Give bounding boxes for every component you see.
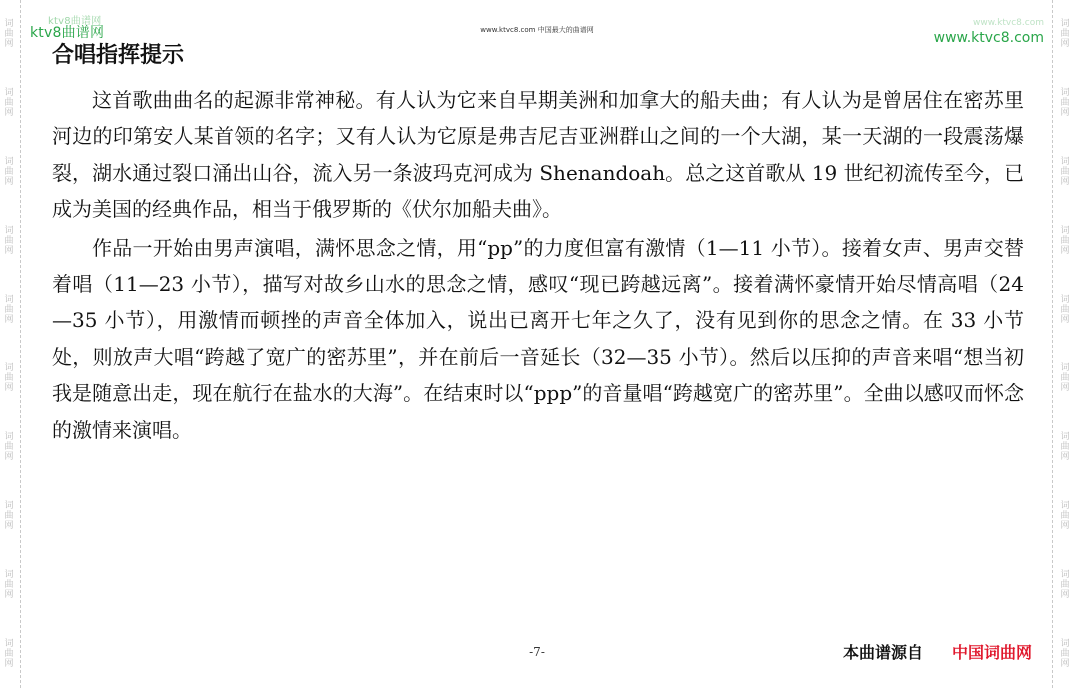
margin-glyph: 词	[1060, 500, 1070, 511]
margin-glyph: 词	[1060, 569, 1070, 580]
margin-glyph: 网	[4, 176, 14, 187]
margin-glyph: 词	[4, 156, 14, 167]
margin-glyph: 曲	[1060, 510, 1070, 521]
margin-glyph: 网	[4, 383, 14, 394]
margin-glyph: 词	[1060, 363, 1070, 374]
margin-glyph: 网	[1060, 658, 1070, 669]
margin-glyph: 网	[4, 108, 14, 119]
paragraph-2: 作品一开始由男声演唱，满怀思念之情，用“pp”的力度但富有激情（1—11 小节）。接着女声、男声交替着唱（11—23 小节），描写对故乡山水的思念之情，感叹“现已跨越远离”。接着满怀豪情开始尽情高唱（24—35 小节），用激情而顿挫的声音全体加入，说出已离开七年之久了，没有见到你的思念之情。在 33 小节处，则放声大唱“跨越了宽广的密苏里”，并在前后一音延长（32—35 小节）。然后以压抑的声音来唱“想当初我是随意出走，现在航行在盐水的大海”。在结束时以“ppp”的音量唱“跨越宽广的密苏里”。全曲以感叹而怀念的激情来演唱。	[52, 235, 1024, 442]
margin-glyph: 曲	[1060, 98, 1070, 109]
margin-glyph: 曲	[1060, 29, 1070, 40]
margin-glyph: 词	[1060, 19, 1070, 30]
margin-glyph: 曲	[1060, 648, 1070, 659]
watermark-right-ghost: www.ktvc8.com	[973, 18, 1044, 28]
margin-glyph: 曲	[4, 510, 14, 521]
margin-glyph: 词	[4, 19, 14, 30]
margin-glyph: 曲	[4, 235, 14, 246]
right-guide-line	[1052, 0, 1053, 688]
margin-glyph: 网	[1060, 176, 1070, 187]
margin-glyph: 词	[1060, 88, 1070, 99]
margin-glyph: 曲	[4, 304, 14, 315]
margin-glyph: 词	[1060, 156, 1070, 167]
margin-glyph: 词	[1060, 294, 1070, 305]
margin-glyph: 网	[4, 314, 14, 325]
watermark-right-text: www.ktvc8.com	[933, 30, 1044, 46]
margin-glyph: 曲	[1060, 442, 1070, 453]
margin-glyph: 曲	[4, 579, 14, 590]
margin-glyph: 网	[4, 520, 14, 531]
page-number: -7-	[529, 645, 545, 659]
margin-glyph: 词	[1060, 225, 1070, 236]
right-margin-watermark	[1058, 0, 1072, 688]
margin-glyph: 网	[4, 39, 14, 50]
margin-glyph: 词	[1060, 432, 1070, 443]
body-text	[52, 82, 1024, 448]
margin-glyph: 词	[4, 88, 14, 99]
watermark-center: www.ktvc8.com 中国最大的曲谱网	[480, 26, 594, 34]
margin-glyph: 网	[4, 589, 14, 600]
left-guide-line	[20, 0, 21, 688]
margin-glyph: 网	[1060, 245, 1070, 256]
margin-glyph: 词	[4, 638, 14, 649]
margin-glyph: 曲	[4, 442, 14, 453]
margin-glyph: 网	[1060, 108, 1070, 119]
margin-glyph: 词	[4, 432, 14, 443]
margin-glyph: 网	[1060, 39, 1070, 50]
margin-glyph: 网	[4, 452, 14, 463]
margin-glyph: 网	[1060, 452, 1070, 463]
margin-glyph: 曲	[4, 373, 14, 384]
margin-glyph: 曲	[1060, 304, 1070, 315]
watermark-right	[933, 18, 1044, 46]
watermark-left-ghost: ktv8曲谱网	[48, 16, 102, 27]
margin-glyph: 词	[4, 363, 14, 374]
margin-glyph: 曲	[1060, 373, 1070, 384]
margin-glyph: 网	[4, 245, 14, 256]
left-margin-watermark	[2, 0, 16, 688]
source-label: 本曲谱源自	[843, 643, 924, 662]
margin-glyph: 词	[4, 225, 14, 236]
margin-glyph: 曲	[4, 648, 14, 659]
page-title: 合唱指挥提示	[52, 43, 185, 68]
margin-glyph: 曲	[4, 29, 14, 40]
margin-glyph: 曲	[1060, 166, 1070, 177]
margin-glyph: 网	[4, 658, 14, 669]
margin-glyph: 网	[1060, 383, 1070, 394]
margin-glyph: 曲	[1060, 579, 1070, 590]
margin-glyph: 曲	[4, 98, 14, 109]
margin-glyph: 词	[4, 294, 14, 305]
watermark-left-text: ktv8曲谱网	[30, 25, 105, 41]
paragraph-1: 这首歌曲曲名的起源非常神秘。有人认为它来自早期美洲和加拿大的船夫曲；有人认为是曾居住在密苏里河边的印第安人某首领的名字；又有人认为它原是弗吉尼吉亚洲群山之间的一个大湖，某一天湖的一段震荡爆裂，湖水通过裂口涌出山谷，流入另一条波玛克河成为 Shenandoah。总之这首歌从 19 世纪初流传至今，已成为美国的经典作品，相当于俄罗斯的《伏尔加船夫曲》。	[52, 88, 1024, 222]
margin-glyph: 网	[1060, 589, 1070, 600]
margin-glyph: 曲	[4, 166, 14, 177]
margin-glyph: 词	[4, 500, 14, 511]
margin-glyph: 词	[4, 569, 14, 580]
margin-glyph: 曲	[1060, 235, 1070, 246]
source-site-link[interactable]: 中国词曲网	[952, 643, 1033, 662]
margin-glyph: 网	[1060, 520, 1070, 531]
margin-glyph: 词	[1060, 638, 1070, 649]
margin-glyph: 网	[1060, 314, 1070, 325]
